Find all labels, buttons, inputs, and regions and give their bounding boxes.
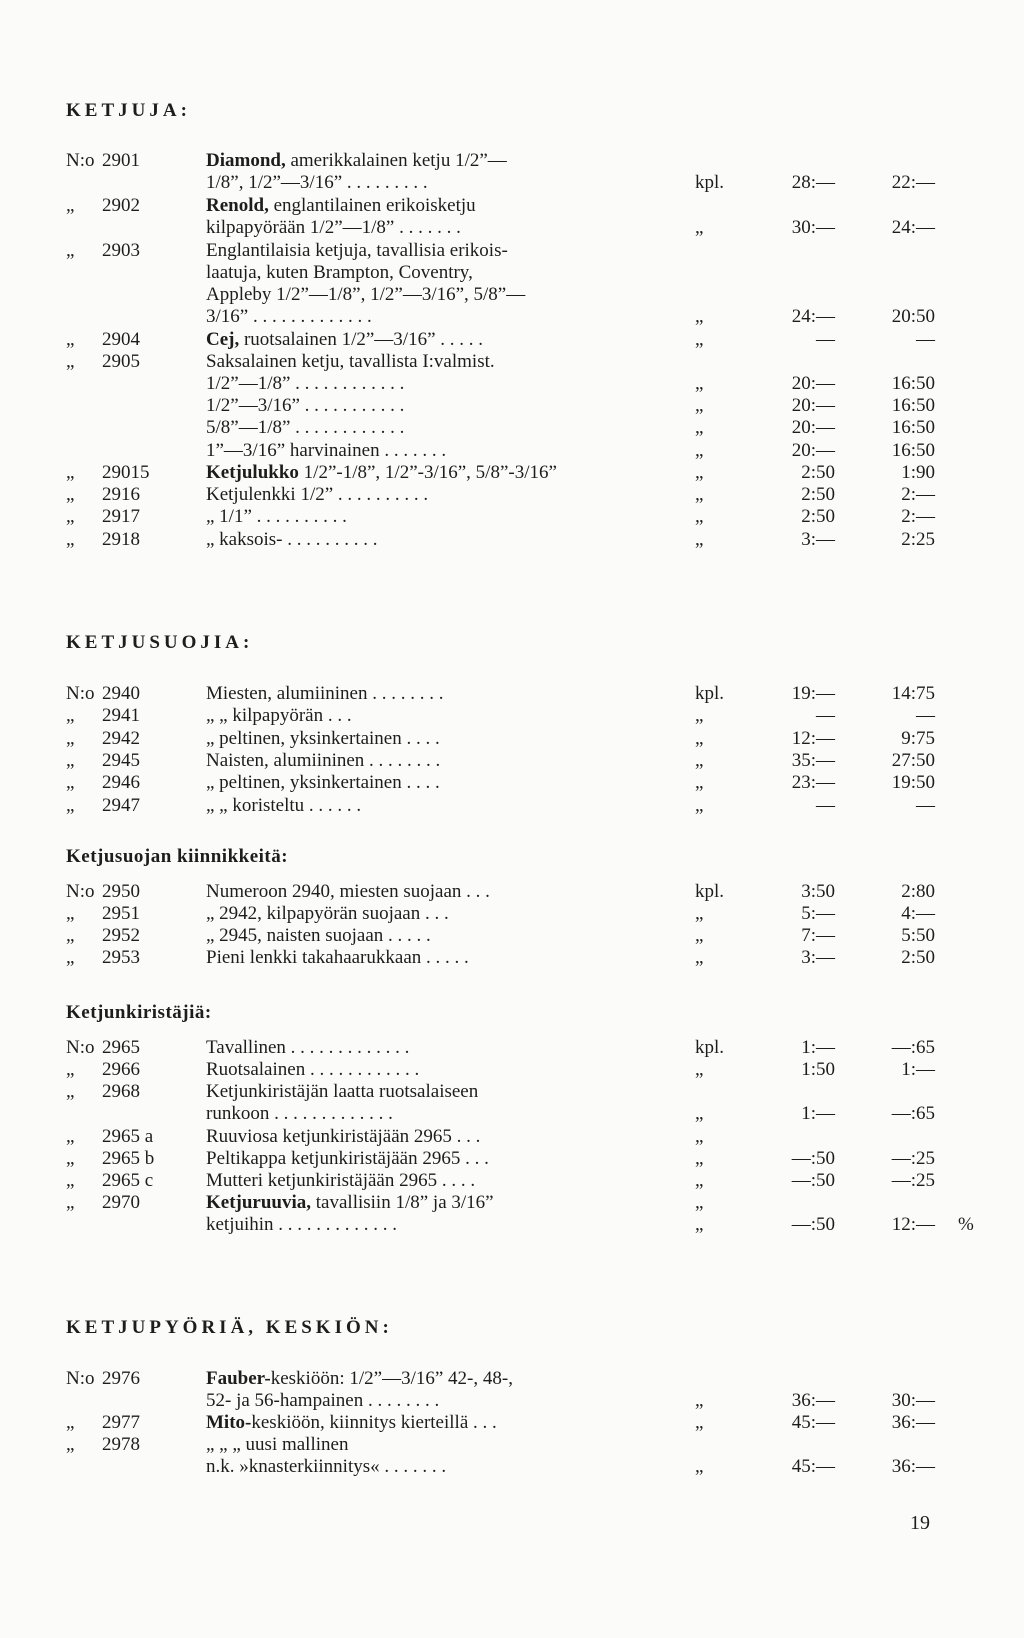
price-line	[0, 750, 1024, 772]
price-line	[0, 1170, 1024, 1192]
item-price-1: 35:—	[791, 750, 835, 771]
item-description: Peltikappa ketjunkiristäjään 2965 . . .	[206, 1148, 489, 1169]
item-unit: kpl.	[695, 683, 725, 704]
item-price-2: 16:50	[891, 440, 935, 461]
item-unit: „	[695, 947, 704, 968]
item-price-2: 30:—	[891, 1390, 935, 1411]
item-description: Renold, englantilainen erikoisketju	[206, 195, 476, 216]
item-price-1: —:50	[791, 1148, 835, 1169]
price-line	[0, 217, 1024, 239]
item-unit: „	[695, 1059, 704, 1080]
item-price-1: —	[816, 705, 835, 726]
item-prefix: „	[66, 1192, 75, 1213]
item-unit: kpl.	[695, 172, 725, 193]
item-price-1: 45:—	[791, 1456, 835, 1477]
item-price-1: 20:—	[791, 373, 835, 394]
item-description: Ketjulenkki 1/2” . . . . . . . . . .	[206, 484, 429, 505]
item-prefix: „	[66, 705, 75, 726]
item-price-1: 1:50	[801, 1059, 835, 1080]
item-price-1: —:50	[791, 1170, 835, 1191]
item-price-2: 16:50	[891, 373, 935, 394]
item-number: 2965 c	[102, 1170, 154, 1191]
item-price-2: —:65	[891, 1103, 935, 1124]
item-price-1: —:50	[791, 1214, 835, 1235]
price-line	[0, 881, 1024, 903]
item-description: „ „ „ uusi mallinen	[206, 1434, 349, 1455]
price-line	[0, 506, 1024, 528]
item-prefix: „	[66, 728, 75, 749]
item-description: 3/16” . . . . . . . . . . . . .	[206, 306, 372, 327]
item-price-1: 20:—	[791, 395, 835, 416]
price-line	[0, 795, 1024, 817]
item-number: 2901	[102, 150, 140, 171]
item-description: Ruuviosa ketjunkiristäjään 2965 . . .	[206, 1126, 481, 1147]
item-price-1: 20:—	[791, 417, 835, 438]
item-unit: „	[695, 772, 704, 793]
item-description: „ kaksois- . . . . . . . . . .	[206, 529, 378, 550]
item-price-2: 2:50	[901, 947, 935, 968]
item-price-1: 1:—	[801, 1037, 835, 1058]
item-price-2: 20:50	[891, 306, 935, 327]
item-prefix: „	[66, 1434, 75, 1455]
section-heading-ketjusuojia: KETJUSUOJIA:	[66, 632, 254, 653]
price-line	[0, 1192, 1024, 1214]
item-prefix: „	[66, 329, 75, 350]
price-line	[0, 529, 1024, 551]
item-unit: kpl.	[695, 881, 725, 902]
price-line	[0, 440, 1024, 462]
item-price-1: 1:—	[801, 1103, 835, 1124]
item-prefix: N:o	[66, 1368, 95, 1389]
item-prefix: „	[66, 772, 75, 793]
item-description: Ketjunkiristäjän laatta ruotsalaiseen	[206, 1081, 479, 1102]
item-description: 1”—3/16” harvinainen . . . . . . .	[206, 440, 447, 461]
item-price-2: 2:—	[901, 506, 935, 527]
item-number: 2940	[102, 683, 140, 704]
item-price-1: 36:—	[791, 1390, 835, 1411]
price-line	[0, 351, 1024, 373]
item-description: Miesten, alumiininen . . . . . . . .	[206, 683, 444, 704]
price-line	[0, 925, 1024, 947]
item-prefix: „	[66, 750, 75, 771]
item-unit: „	[695, 705, 704, 726]
item-description: 1/2”—3/16” . . . . . . . . . . .	[206, 395, 405, 416]
item-description: 52- ja 56-hampainen . . . . . . . .	[206, 1390, 440, 1411]
item-prefix: „	[66, 1170, 75, 1191]
section-heading-kiinnikkeita: Ketjusuojan kiinnikkeitä:	[66, 846, 289, 867]
item-price-1: 45:—	[791, 1412, 835, 1433]
price-line	[0, 1148, 1024, 1170]
item-description: laatuja, kuten Brampton, Coventry,	[206, 262, 473, 283]
item-description: Mito-keskiöön, kiinnitys kierteillä . . .	[206, 1412, 497, 1433]
item-prefix: N:o	[66, 683, 95, 704]
item-price-1: 3:—	[801, 529, 835, 550]
item-price-2: 14:75	[891, 683, 935, 704]
item-description: Tavallinen . . . . . . . . . . . . .	[206, 1037, 410, 1058]
item-number: 2904	[102, 329, 140, 350]
item-description: Saksalainen ketju, tavallista I:valmist.	[206, 351, 495, 372]
item-description: ketjuihin . . . . . . . . . . . . .	[206, 1214, 398, 1235]
price-line	[0, 417, 1024, 439]
price-line	[0, 1434, 1024, 1456]
item-number: 2902	[102, 195, 140, 216]
item-price-1: 20:—	[791, 440, 835, 461]
item-number: 2970	[102, 1192, 140, 1213]
item-unit: „	[695, 1126, 704, 1147]
item-prefix: „	[66, 795, 75, 816]
price-line	[0, 1368, 1024, 1390]
item-description: Ketjuruuvia, tavallisiin 1/8” ja 3/16”	[206, 1192, 494, 1213]
item-number: 2950	[102, 881, 140, 902]
item-unit: „	[695, 1214, 704, 1235]
item-unit: „	[695, 1390, 704, 1411]
item-price-2: —:25	[891, 1170, 935, 1191]
item-unit: „	[695, 417, 704, 438]
price-line	[0, 1456, 1024, 1478]
item-price-1: 24:—	[791, 306, 835, 327]
item-description: Ruotsalainen . . . . . . . . . . . .	[206, 1059, 420, 1080]
price-line	[0, 462, 1024, 484]
item-unit: „	[695, 484, 704, 505]
item-prefix: „	[66, 1412, 75, 1433]
price-line	[0, 195, 1024, 217]
item-prefix: „	[66, 195, 75, 216]
item-unit: „	[695, 1148, 704, 1169]
price-line	[0, 1037, 1024, 1059]
item-number: 2976	[102, 1368, 140, 1389]
item-price-1: 30:—	[791, 217, 835, 238]
item-price-2: 1:—	[901, 1059, 935, 1080]
price-line	[0, 306, 1024, 328]
price-line	[0, 373, 1024, 395]
item-number: 2941	[102, 705, 140, 726]
price-line	[0, 1214, 1024, 1236]
item-unit: „	[695, 1170, 704, 1191]
item-prefix: „	[66, 462, 75, 483]
item-unit: „	[695, 903, 704, 924]
price-line	[0, 903, 1024, 925]
item-number: 2953	[102, 947, 140, 968]
item-description: „ „ kilpapyörän . . .	[206, 705, 352, 726]
price-line	[0, 947, 1024, 969]
item-number: 2916	[102, 484, 140, 505]
item-prefix: „	[66, 506, 75, 527]
section-heading-kiristajia: Ketjunkiristäjiä:	[66, 1002, 212, 1023]
item-price-2: —	[916, 795, 935, 816]
item-prefix: „	[66, 947, 75, 968]
item-price-2: 36:—	[891, 1456, 935, 1477]
item-description: Ketjulukko 1/2”-1/8”, 1/2”-3/16”, 5/8”-3/16”	[206, 462, 557, 483]
price-line	[0, 150, 1024, 172]
item-price-2: 1:90	[901, 462, 935, 483]
item-number: 2903	[102, 240, 140, 261]
price-line	[0, 1412, 1024, 1434]
item-price-1: 12:—	[791, 728, 835, 749]
price-line	[0, 1059, 1024, 1081]
item-extra-mark: %	[958, 1214, 974, 1235]
item-description: Englantilaisia ketjuja, tavallisia erikois-	[206, 240, 508, 261]
item-number: 2946	[102, 772, 140, 793]
item-price-2: 9:75	[901, 728, 935, 749]
item-description: kilpapyörään 1/2”—1/8” . . . . . . .	[206, 217, 461, 238]
price-line	[0, 772, 1024, 794]
item-price-2: 2:—	[901, 484, 935, 505]
item-description: Fauber-keskiöön: 1/2”—3/16” 42-, 48-,	[206, 1368, 513, 1389]
item-prefix: „	[66, 529, 75, 550]
item-price-2: 4:—	[901, 903, 935, 924]
item-price-1: —	[816, 329, 835, 350]
price-line	[0, 705, 1024, 727]
price-line	[0, 484, 1024, 506]
item-price-2: 19:50	[891, 772, 935, 793]
item-unit: „	[695, 217, 704, 238]
item-description: Cej, ruotsalainen 1/2”—3/16” . . . . .	[206, 329, 484, 350]
price-line	[0, 683, 1024, 705]
item-price-1: 5:—	[801, 903, 835, 924]
item-unit: „	[695, 750, 704, 771]
page-number: 19	[910, 1512, 930, 1534]
item-description: 5/8”—1/8” . . . . . . . . . . . .	[206, 417, 405, 438]
item-unit: „	[695, 529, 704, 550]
item-prefix: „	[66, 1059, 75, 1080]
item-number: 2918	[102, 529, 140, 550]
item-price-2: 12:—	[891, 1214, 935, 1235]
item-unit: „	[695, 373, 704, 394]
item-number: 2965	[102, 1037, 140, 1058]
item-number: 2966	[102, 1059, 140, 1080]
item-description: „ peltinen, yksinkertainen . . . .	[206, 772, 440, 793]
item-price-2: 2:80	[901, 881, 935, 902]
item-price-2: —:65	[891, 1037, 935, 1058]
item-number: 2977	[102, 1412, 140, 1433]
item-prefix: „	[66, 1126, 75, 1147]
item-description: Pieni lenkki takahaarukkaan . . . . .	[206, 947, 469, 968]
price-line	[0, 262, 1024, 284]
price-line	[0, 1126, 1024, 1148]
item-price-2: 5:50	[901, 925, 935, 946]
item-description: n.k. »knasterkiinnitys« . . . . . . .	[206, 1456, 447, 1477]
item-price-2: —	[916, 705, 935, 726]
price-line	[0, 1103, 1024, 1125]
item-price-1: —	[816, 795, 835, 816]
item-price-2: —:25	[891, 1148, 935, 1169]
item-prefix: „	[66, 925, 75, 946]
item-price-1: 2:50	[801, 484, 835, 505]
price-line	[0, 172, 1024, 194]
item-description: 1/8”, 1/2”—3/16” . . . . . . . . .	[206, 172, 428, 193]
item-number: 2965 a	[102, 1126, 154, 1147]
item-price-2: 27:50	[891, 750, 935, 771]
section-heading-ketjuja: KETJUJA:	[66, 100, 191, 121]
price-line	[0, 728, 1024, 750]
item-unit: „	[695, 1103, 704, 1124]
item-unit: „	[695, 1456, 704, 1477]
item-prefix: N:o	[66, 150, 95, 171]
item-description: „ 2942, kilpapyörän suojaan . . .	[206, 903, 449, 924]
item-description: „ 2945, naisten suojaan . . . . .	[206, 925, 431, 946]
item-unit: „	[695, 395, 704, 416]
item-description: „ peltinen, yksinkertainen . . . .	[206, 728, 440, 749]
item-prefix: N:o	[66, 881, 95, 902]
item-price-2: 24:—	[891, 217, 935, 238]
price-line	[0, 284, 1024, 306]
item-description: „ 1/1” . . . . . . . . . .	[206, 506, 347, 527]
item-prefix: „	[66, 484, 75, 505]
item-number: 2965 b	[102, 1148, 155, 1169]
item-number: 2905	[102, 351, 140, 372]
item-description: „ „ koristeltu . . . . . .	[206, 795, 362, 816]
item-prefix: N:o	[66, 1037, 95, 1058]
section-heading-pyoria: KETJUPYÖRIÄ, KESKIÖN:	[66, 1317, 393, 1338]
price-line	[0, 329, 1024, 351]
item-prefix: „	[66, 240, 75, 261]
item-unit: „	[695, 728, 704, 749]
item-unit: „	[695, 329, 704, 350]
item-description: Naisten, alumiininen . . . . . . . .	[206, 750, 441, 771]
item-description: Appleby 1/2”—1/8”, 1/2”—3/16”, 5/8”—	[206, 284, 526, 305]
item-number: 2978	[102, 1434, 140, 1455]
price-line	[0, 395, 1024, 417]
price-line	[0, 1390, 1024, 1412]
item-number: 2945	[102, 750, 140, 771]
item-price-1: 7:—	[801, 925, 835, 946]
item-price-1: 19:—	[791, 683, 835, 704]
item-number: 2942	[102, 728, 140, 749]
item-prefix: „	[66, 903, 75, 924]
item-price-1: 3:—	[801, 947, 835, 968]
item-price-2: 16:50	[891, 395, 935, 416]
item-price-2: 16:50	[891, 417, 935, 438]
item-price-2: 36:—	[891, 1412, 935, 1433]
item-unit: „	[695, 306, 704, 327]
item-description: Mutteri ketjunkiristäjään 2965 . . . .	[206, 1170, 476, 1191]
item-unit: „	[695, 925, 704, 946]
item-price-1: 2:50	[801, 506, 835, 527]
item-unit: „	[695, 440, 704, 461]
item-number: 2917	[102, 506, 140, 527]
item-price-2: 2:25	[901, 529, 935, 550]
item-description: runkoon . . . . . . . . . . . . .	[206, 1103, 393, 1124]
price-line	[0, 240, 1024, 262]
item-unit: „	[695, 462, 704, 483]
item-unit: „	[695, 1192, 704, 1213]
item-description: Numeroon 2940, miesten suojaan . . .	[206, 881, 490, 902]
item-price-1: 3:50	[801, 881, 835, 902]
item-description: 1/2”—1/8” . . . . . . . . . . . .	[206, 373, 405, 394]
item-prefix: „	[66, 1148, 75, 1169]
item-price-1: 28:—	[791, 172, 835, 193]
item-price-2: —	[916, 329, 935, 350]
item-unit: kpl.	[695, 1037, 725, 1058]
item-price-1: 2:50	[801, 462, 835, 483]
item-prefix: „	[66, 1081, 75, 1102]
item-prefix: „	[66, 351, 75, 372]
item-number: 2951	[102, 903, 140, 924]
item-description: Diamond, amerikkalainen ketju 1/2”—	[206, 150, 507, 171]
item-price-2: 22:—	[891, 172, 935, 193]
item-number: 2947	[102, 795, 140, 816]
item-unit: „	[695, 1412, 704, 1433]
price-line	[0, 1081, 1024, 1103]
item-number: 29015	[102, 462, 150, 483]
item-number: 2968	[102, 1081, 140, 1102]
item-unit: „	[695, 506, 704, 527]
item-number: 2952	[102, 925, 140, 946]
item-unit: „	[695, 795, 704, 816]
item-price-1: 23:—	[791, 772, 835, 793]
